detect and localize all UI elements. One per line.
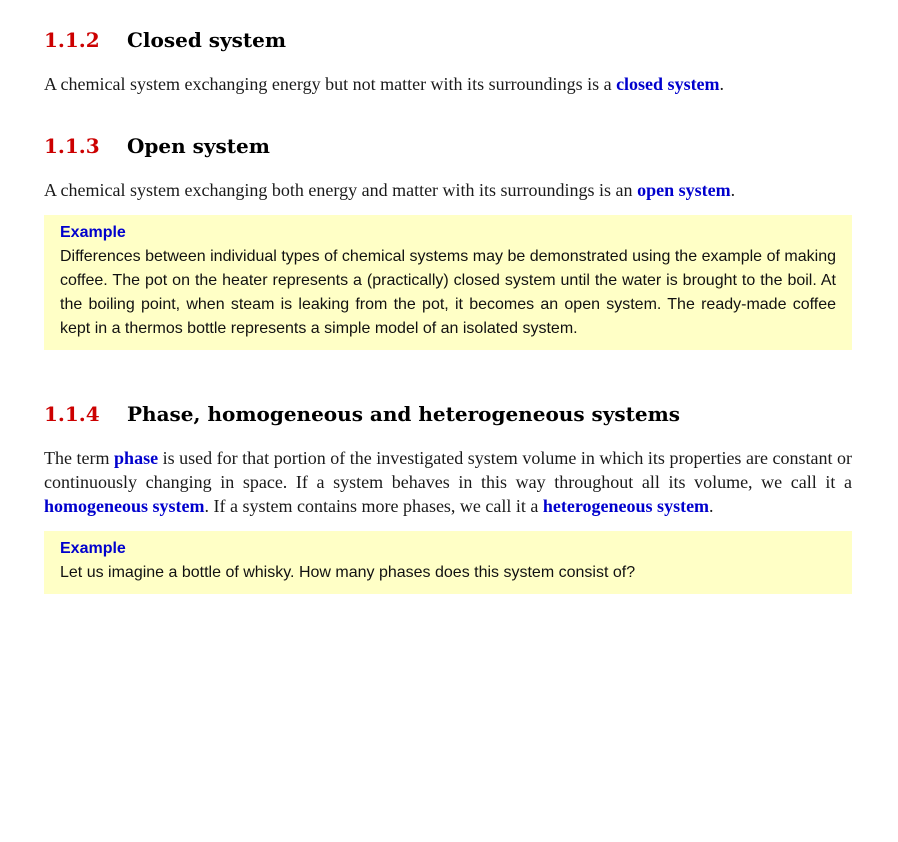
example-label: Example <box>60 540 126 557</box>
section-heading-open-system <box>44 134 852 159</box>
example-box-whisky <box>44 531 852 594</box>
paragraph-open-system <box>44 178 852 202</box>
section-title: Phase, homogeneous and heterogeneous systems <box>127 402 681 426</box>
body-text-segment: is used for that portion of the investigated system volume in which its properties are constant or continuously changing in space. If a system behaves in this way throughout all its volume, we call it a <box>44 448 852 492</box>
body-text-segment: The term <box>44 448 115 468</box>
body-text-segment: . <box>709 496 714 516</box>
section-number: 1.1.4 <box>44 402 100 426</box>
example-box-coffee <box>44 215 852 350</box>
example-text: Differences between individual types of chemical systems may be demonstrated using the example of making coffee. The pot on the heater represents a (practically) closed system until the water is brought to the boil. At the boiling point, when steam is leaking from the pot, it becomes an open system. The ready-made coffee kept in a thermos bottle represents a simple model of an isolated system. <box>60 248 836 337</box>
section-number: 1.1.3 <box>44 134 100 158</box>
example-label: Example <box>60 224 126 241</box>
term-phase: phase <box>114 448 159 468</box>
section-title: Open system <box>127 134 270 158</box>
body-text-segment: . <box>719 74 725 94</box>
body-text-segment: . If a system contains more phases, we call it a <box>204 496 543 516</box>
term-homogeneous-system: homogeneous system <box>44 496 205 516</box>
section-number: 1.1.2 <box>44 28 100 52</box>
section-heading-closed-system <box>44 28 852 53</box>
body-text-segment: . <box>730 180 736 200</box>
section-title: Closed system <box>127 28 287 52</box>
term-open-system: open system <box>637 180 731 200</box>
section-heading-phase-systems <box>44 402 852 427</box>
body-text-segment: A chemical system exchanging both energy and matter with its surroundings is an <box>44 180 638 200</box>
example-text: Let us imagine a bottle of whisky. How many phases does this system consist of? <box>60 564 636 581</box>
term-closed-system: closed system <box>616 74 720 94</box>
paragraph-phase-systems <box>44 446 852 518</box>
term-heterogeneous-system: heterogeneous system <box>542 496 710 516</box>
paragraph-closed-system <box>44 72 852 96</box>
body-text-segment: A chemical system exchanging energy but not matter with its surroundings is a <box>44 74 617 94</box>
